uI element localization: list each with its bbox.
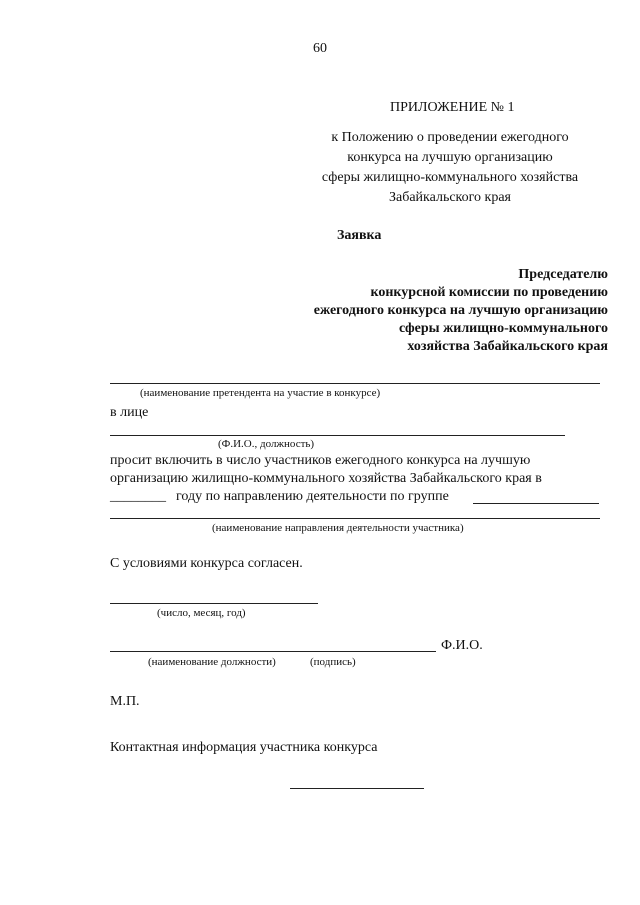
addressee-line: ежегодного конкурса на лучшую организацию [313,303,608,318]
position-caption: (наименование должности) [148,656,276,668]
appendix-line: сферы жилищно-коммунального хозяйства [321,170,579,185]
in-person-label: в лице [110,405,149,420]
addressee-block [250,266,608,356]
appendix-title: ПРИЛОЖЕНИЕ № 1 [390,100,515,115]
signature-line[interactable] [110,651,436,652]
form-title: Заявка [337,228,382,243]
addressee-line: хозяйства Забайкальского края [407,339,608,354]
year-suffix-text: году по направлению деятельности по группе [176,489,449,504]
request-text-line-1: просит включить в число участников ежегодного конкурса на лучшую [110,453,531,468]
applicant-caption: (наименование претендента на участие в конкурсе) [140,387,381,399]
addressee-line: сферы жилищно-коммунального [398,321,608,336]
addressee-line: Председателю [518,267,608,282]
appendix-line: Забайкальского края [388,190,511,205]
applicant-name-line[interactable] [110,383,600,384]
signature-fio-label: Ф.И.О. [441,638,483,653]
agreement-text: С условиями конкурса согласен. [110,556,303,571]
contact-info-label: Контактная информация участника конкурса [110,740,378,755]
request-text-line-2: организацию жилищно-коммунального хозяйства Забайкальского края в [110,471,542,486]
date-line[interactable] [110,603,318,604]
contact-info-line[interactable] [290,788,424,789]
addressee-line: конкурсной комиссии по проведению [370,285,608,300]
appendix-subtitle [300,128,600,208]
fio-line[interactable] [110,435,565,436]
appendix-line: конкурса на лучшую организацию [347,150,553,165]
direction-line[interactable] [110,518,600,519]
page-number: 60 [313,41,327,56]
signature-caption: (подпись) [310,656,356,668]
fio-caption: (Ф.И.О., должность) [218,438,315,450]
group-line[interactable] [473,503,599,504]
date-caption: (число, месяц, год) [157,607,246,619]
direction-caption: (наименование направления деятельности участника) [212,522,464,534]
stamp-label: М.П. [110,694,140,709]
appendix-line: к Положению о проведении ежегодного [331,130,569,145]
year-field[interactable]: ________ [110,489,166,504]
